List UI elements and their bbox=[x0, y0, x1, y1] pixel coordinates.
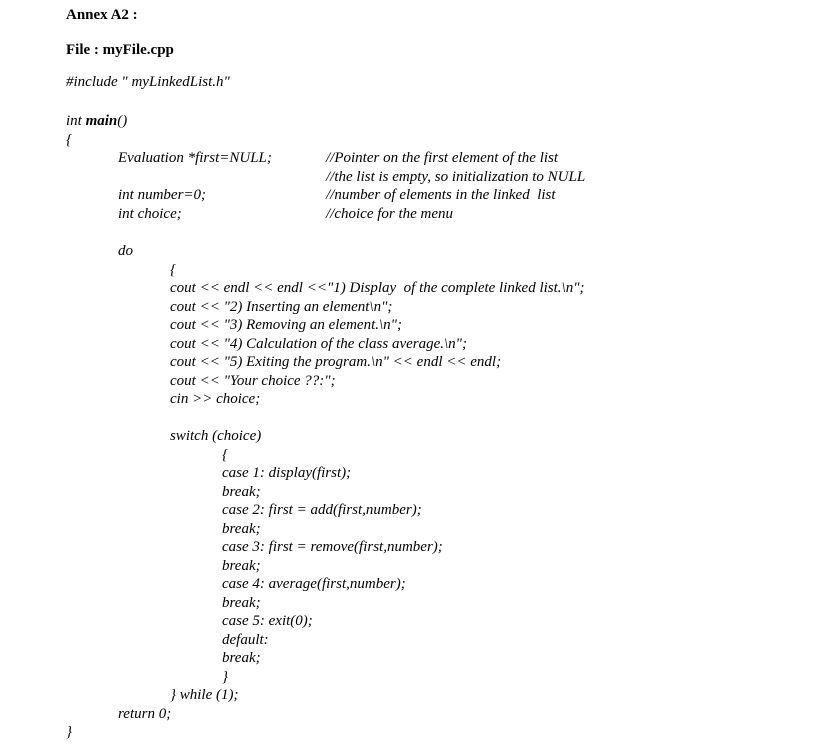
decl-code: int number=0; bbox=[118, 187, 207, 203]
decl-comment: //Pointer on the first element of the list bbox=[326, 150, 559, 166]
case-line: break; bbox=[222, 521, 261, 537]
main-signature bbox=[66, 112, 127, 130]
decl-comment: //number of elements in the linked list bbox=[326, 187, 556, 203]
case-line: default: bbox=[222, 632, 269, 648]
main-return-type: int bbox=[66, 113, 86, 129]
main-open-brace: { bbox=[66, 132, 72, 148]
menu-line: cout << "3) Removing an element.\n"; bbox=[170, 317, 402, 333]
file-label: File : myFile.cpp bbox=[66, 42, 174, 58]
main-parens: () bbox=[117, 113, 128, 129]
switch-line: switch (choice) bbox=[170, 428, 262, 444]
case-line: case 5: exit(0); bbox=[222, 613, 313, 629]
menu-line: cout << endl << endl <<"1) Display of the complete linked list.\n"; bbox=[170, 280, 585, 296]
case-line: break; bbox=[222, 484, 261, 500]
include-line: #include " myLinkedList.h" bbox=[66, 74, 230, 90]
case-line: case 4: average(first,number); bbox=[222, 576, 406, 592]
return-line: return 0; bbox=[118, 706, 172, 722]
menu-line: cout << "4) Calculation of the class average.\n"; bbox=[170, 336, 467, 352]
decl-comment: //the list is empty, so initialization to NULL bbox=[326, 169, 586, 185]
case-line: case 2: first = add(first,number); bbox=[222, 502, 422, 518]
case-line: break; bbox=[222, 650, 261, 666]
case-line: case 3: first = remove(first,number); bbox=[222, 539, 443, 555]
main-close-brace: } bbox=[66, 724, 72, 740]
switch-open-brace: { bbox=[222, 447, 228, 463]
do-open-brace: { bbox=[170, 262, 176, 278]
case-line: break; bbox=[222, 558, 261, 574]
switch-close-brace: } bbox=[222, 669, 228, 685]
case-line: case 1: display(first); bbox=[222, 465, 352, 481]
menu-line: cout << "2) Inserting an element\n"; bbox=[170, 299, 393, 315]
menu-line: cout << "5) Exiting the program.\n" << endl << endl; bbox=[170, 354, 502, 370]
main-function-name: main bbox=[85, 113, 118, 129]
decl-comment: //choice for the menu bbox=[326, 206, 454, 222]
decl-code: Evaluation *first=NULL; bbox=[118, 150, 272, 166]
menu-line: cin >> choice; bbox=[170, 391, 261, 407]
decl-code: int choice; bbox=[118, 206, 182, 222]
menu-line: cout << "Your choice ??:"; bbox=[170, 373, 336, 389]
case-line: break; bbox=[222, 595, 261, 611]
do-keyword: do bbox=[118, 243, 133, 259]
annex-title: Annex A2 : bbox=[66, 7, 138, 23]
while-line: } while (1); bbox=[170, 687, 239, 703]
